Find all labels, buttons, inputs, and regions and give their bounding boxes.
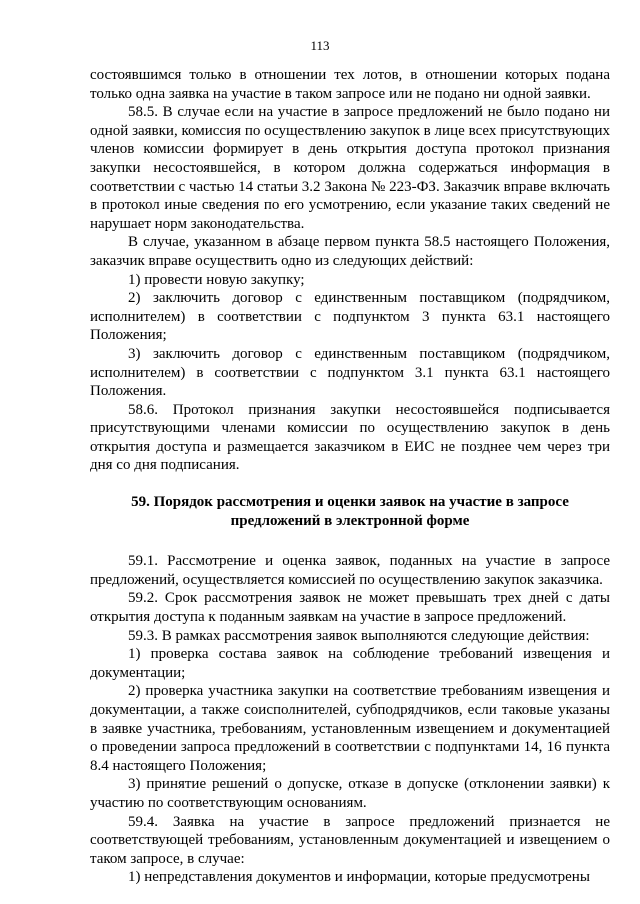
paragraph-case: В случае, указанном в абзаце первом пункта 58.5 настоящего Положения, заказчик вправе осуществить одно из следующих действий: bbox=[90, 234, 610, 269]
paragraph-59-3-3: 3) принятие решений о допуске, отказе в допуске (отклонении заявки) к участию по соответствующим основаниям. bbox=[90, 776, 610, 811]
paragraph-case-1: 1) провести новую закупку; bbox=[128, 271, 305, 288]
paragraph-59-4-1: 1) непредставления документов и информации, которые предусмотрены bbox=[128, 869, 590, 886]
page-number: 113 bbox=[310, 38, 330, 53]
paragraph-59-3: 59.3. В рамках рассмотрения заявок выполняются следующие действия: bbox=[128, 627, 590, 644]
paragraph-cont: состоявшимся только в отношении тех лотов, в отношении которых подана только одна заявка на участие в таком запросе или не подано ни одной заявки. bbox=[90, 67, 610, 102]
paragraph-58-5: 58.5. В случае если на участие в запросе предложений не было подано ни одной заявки, комиссия по осуществлению закупок в лице всех присутствующих членов комиссии формирует в день открытия доступа протокол признания закупки несостоявшейся, в котором должна содержаться информация в соответствии с частью 14 статьи 3.2 Закона № 223-ФЗ. Заказчик вправе включать в протокол иные сведения по его усмотрению, если указание таких сведений не нарушает норм законодательства. bbox=[90, 104, 610, 232]
section-heading: 59. Порядок рассмотрения и оценки заявок на участие в запросе предложений в электронной форме bbox=[131, 494, 569, 529]
paragraph-59-3-1: 1) проверка состава заявок на соблюдение требований извещения и документации; bbox=[90, 646, 610, 681]
paragraph-case-2: 2) заключить договор с единственным поставщиком (подрядчиком, исполнителем) в соответствии с подпунктом 3 пункта 63.1 настоящего Положения; bbox=[90, 290, 610, 344]
paragraphs-after-heading bbox=[90, 552, 610, 887]
document-body bbox=[90, 66, 610, 887]
paragraph-59-1: 59.1. Рассмотрение и оценка заявок, поданных на участие в запросе предложений, осуществляется комиссией по осуществлению закупок заказчика. bbox=[90, 553, 610, 588]
paragraph-58-6: 58.6. Протокол признания закупки несостоявшейся подписывается присутствующими членами комиссии по осуществлению закупок в день открытия доступа и размещается заказчиком в ЕИС не позднее чем через три дня со дня подписания. bbox=[90, 401, 610, 474]
paragraph-59-2: 59.2. Срок рассмотрения заявок не может превышать трех дней с даты открытия доступа к поданным заявкам на участие в запросе предложений. bbox=[90, 590, 610, 626]
paragraphs-before-heading bbox=[90, 66, 610, 475]
paragraph-59-4: 59.4. Заявка на участие в запросе предложений признается не соответствующей требованиям, установленным документацией и извещением о таком запросе, в случае: bbox=[90, 813, 610, 867]
paragraph-59-3-2: 2) проверка участника закупки на соответствие требованиям извещения и документации, а также соисполнителей, субподрядчиков, если таковые указаны в заявке участника, требованиям, установленным извещением и документацией о проведении запроса предложений в соответствии с подпунктами 14, 16 пункта 8.4 настоящего Положения; bbox=[90, 683, 610, 774]
paragraph-case-3: 3) заключить договор с единственным поставщиком (подрядчиком, исполнителем) в соответствии с подпунктом 3.1 пункта 63.1 настоящего Положения. bbox=[90, 345, 610, 400]
